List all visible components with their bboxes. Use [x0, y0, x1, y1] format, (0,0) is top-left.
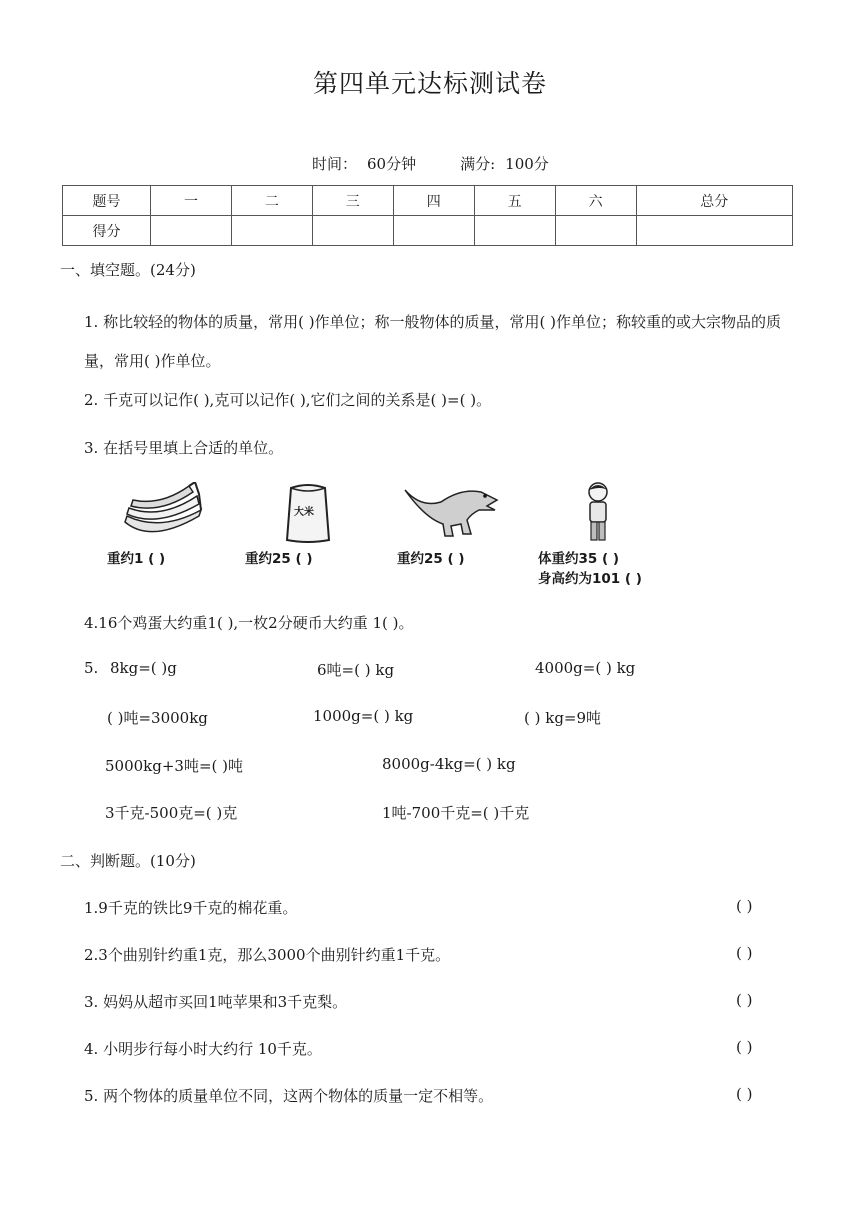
score-value: 100分: [505, 155, 549, 173]
conversion-item: 1吨-700千克=( )千克: [382, 804, 530, 822]
conversion-item: 8000g-4kg=( ) kg: [382, 755, 516, 773]
judgement-item: 1.9千克的铁比9千克的棉花重。: [84, 899, 298, 917]
section1-heading: 一、填空题。(24分): [60, 261, 196, 279]
answer-box[interactable]: ( ): [736, 991, 753, 1009]
score-header-cell: 一: [151, 186, 232, 216]
time-label: 时间：: [312, 155, 358, 173]
question-3: 3. 在括号里填上合适的单位。: [84, 439, 284, 457]
question-5-label: 5.: [84, 659, 99, 677]
question-1: 1. 称比较轻的物体的质量，常用( )作单位；称一般物体的质量，常用( )作单位；称较重的或大宗物品的质量，常用( )作单位。: [84, 313, 782, 370]
score-table: [62, 185, 793, 246]
question-4: 4.16个鸡蛋大约重1( ),一枚2分硬币大约重 1( )。: [84, 614, 414, 632]
score-cell[interactable]: [474, 216, 555, 246]
answer-box[interactable]: ( ): [736, 897, 753, 915]
dinosaur-label: 重约25 ( ): [397, 551, 465, 567]
conversion-item: ( ) kg=9吨: [524, 709, 602, 727]
boy-height-label: 身高约为101 ( ): [538, 571, 642, 587]
score-cell[interactable]: [231, 216, 312, 246]
judgement-item: 2.3个曲别针约重1克，那么3000个曲别针约重1千克。: [84, 946, 451, 964]
score-row-label: 得分: [63, 216, 151, 246]
score-cell[interactable]: [151, 216, 232, 246]
score-header-cell: 三: [312, 186, 393, 216]
answer-box[interactable]: ( ): [736, 944, 753, 962]
score-table-row: [63, 216, 793, 246]
rice-label: 重约25 ( ): [245, 551, 313, 567]
banana-label: 重约1 ( ): [107, 551, 166, 567]
page-title: 第四单元达标测试卷: [312, 69, 547, 98]
question-2: 2. 千克可以记作( ),克可以记作( ),它们之间的关系是( )=( )。: [84, 391, 492, 409]
answer-box[interactable]: ( ): [736, 1085, 753, 1103]
judgement-item: 5. 两个物体的质量单位不同，这两个物体的质量一定不相等。: [84, 1087, 494, 1105]
conversion-item: 8kg=( )g: [110, 659, 177, 677]
conversion-item: 4000g=( ) kg: [535, 659, 636, 677]
conversion-item: 6吨=( ) kg: [317, 661, 395, 679]
score-cell[interactable]: [393, 216, 474, 246]
rice-bag-text: 大米: [294, 507, 314, 518]
score-header-cell: 二: [231, 186, 312, 216]
score-table-header-row: [63, 186, 793, 216]
conversion-item: 3千克-500克=( )克: [105, 804, 238, 822]
banana-icon: [121, 482, 205, 542]
section2-heading: 二、判断题。(10分): [60, 852, 196, 870]
time-value: 60分钟: [367, 155, 417, 173]
score-header-cell: 题号: [63, 186, 151, 216]
score-header-cell: 六: [555, 186, 636, 216]
conversion-item: ( )吨=3000kg: [107, 709, 208, 727]
score-cell[interactable]: [555, 216, 636, 246]
judgement-item: 3. 妈妈从超市买回1吨苹果和3千克梨。: [84, 993, 348, 1011]
judgement-item: 4. 小明步行每小时大约行 10千克。: [84, 1040, 322, 1058]
score-cell[interactable]: [636, 216, 792, 246]
score-header-cell: 四: [393, 186, 474, 216]
unit-pictures: [103, 476, 693, 588]
score-cell[interactable]: [312, 216, 393, 246]
score-header-cell: 总分: [636, 186, 792, 216]
dinosaur-icon: [401, 480, 501, 540]
exam-meta: [312, 153, 559, 174]
conversion-item: 1000g=( ) kg: [313, 707, 414, 725]
boy-icon: [581, 480, 615, 544]
score-header-cell: 五: [474, 186, 555, 216]
conversion-item: 5000kg+3吨=( )吨: [105, 757, 244, 775]
score-label: 满分:: [460, 155, 496, 173]
boy-weight-label: 体重约35 ( ): [538, 551, 620, 567]
answer-box[interactable]: ( ): [736, 1038, 753, 1056]
